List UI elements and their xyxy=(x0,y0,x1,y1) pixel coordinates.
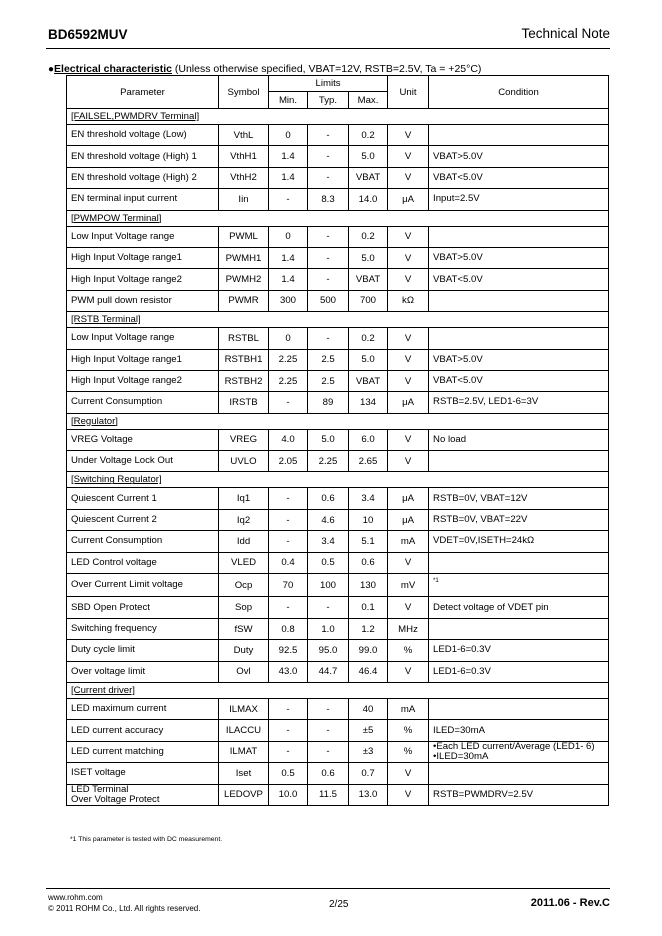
cell-symbol: LEDOVP xyxy=(219,784,269,805)
table-row xyxy=(67,269,609,290)
cell-max: 1.2 xyxy=(349,618,388,639)
cell-max: 0.2 xyxy=(349,328,388,349)
cell-min: - xyxy=(269,698,308,719)
cell-min: 4.0 xyxy=(269,429,308,450)
cell-max: 134 xyxy=(349,392,388,413)
cell-min: - xyxy=(269,741,308,762)
cell-symbol: IRSTB xyxy=(219,392,269,413)
cell-symbol: PWML xyxy=(219,226,269,247)
cell-symbol: VthL xyxy=(219,125,269,146)
cell-symbol: PWMH2 xyxy=(219,269,269,290)
cell-param: Duty cycle limit xyxy=(67,640,219,661)
table-row xyxy=(67,784,609,805)
cell-symbol: Iin xyxy=(219,189,269,210)
cell-unit: mV xyxy=(388,574,429,597)
cell-param: VREG Voltage xyxy=(67,429,219,450)
cell-max: VBAT xyxy=(349,370,388,391)
cell-min: 2.25 xyxy=(269,349,308,370)
table-row xyxy=(67,597,609,618)
cell-condition: RSTB=PWMDRV=2.5V xyxy=(429,784,609,805)
cell-condition: VBAT>5.0V xyxy=(429,146,609,167)
cell-param: SBD Open Protect xyxy=(67,597,219,618)
header-typ: Typ. xyxy=(308,92,349,109)
section-heading: [RSTB Terminal] xyxy=(67,312,609,328)
cell-symbol: RSTBH1 xyxy=(219,349,269,370)
cell-max: 0.2 xyxy=(349,226,388,247)
cell-max: 40 xyxy=(349,698,388,719)
footnote: *1 This parameter is tested with DC measurement. xyxy=(70,836,223,843)
cell-param: High Input Voltage range2 xyxy=(67,370,219,391)
section-row xyxy=(67,109,609,125)
cell-param: Switching frequency xyxy=(67,618,219,639)
cell-typ: 8.3 xyxy=(308,189,349,210)
cell-min: 70 xyxy=(269,574,308,597)
cell-symbol: Iq1 xyxy=(219,488,269,509)
cell-param: Low Input Voltage range xyxy=(67,328,219,349)
section-heading: [Current driver] xyxy=(67,682,609,698)
cell-condition: RSTB=2.5V, LED1-6=3V xyxy=(429,392,609,413)
table-row xyxy=(67,392,609,413)
electrical-characteristics-table xyxy=(66,75,609,806)
cell-unit: V xyxy=(388,269,429,290)
cell-typ: 2.5 xyxy=(308,370,349,391)
table-row xyxy=(67,640,609,661)
cell-min: - xyxy=(269,509,308,530)
cell-min: 0.5 xyxy=(269,763,308,784)
cell-min: 2.05 xyxy=(269,451,308,472)
cell-condition xyxy=(429,451,609,472)
cell-max: 0.2 xyxy=(349,125,388,146)
cell-unit: % xyxy=(388,720,429,741)
header-unit: Unit xyxy=(388,76,429,109)
cell-unit: V xyxy=(388,370,429,391)
cell-typ: - xyxy=(308,125,349,146)
table-row xyxy=(67,451,609,472)
cell-param: High Input Voltage range2 xyxy=(67,269,219,290)
header-symbol: Symbol xyxy=(219,76,269,109)
header-limits: Limits xyxy=(269,76,388,92)
cell-max: 14.0 xyxy=(349,189,388,210)
cell-max: 0.6 xyxy=(349,552,388,573)
cell-unit: mA xyxy=(388,698,429,719)
cell-condition: ILED=30mA xyxy=(429,720,609,741)
cell-max: 0.1 xyxy=(349,597,388,618)
table-row xyxy=(67,618,609,639)
cell-param: Current Consumption xyxy=(67,392,219,413)
cell-param: LED current matching xyxy=(67,741,219,762)
header-divider xyxy=(46,48,610,49)
cell-min: 10.0 xyxy=(269,784,308,805)
cell-typ: 44.7 xyxy=(308,661,349,682)
cell-symbol: Iset xyxy=(219,763,269,784)
cell-typ: 100 xyxy=(308,574,349,597)
cell-unit: V xyxy=(388,125,429,146)
section-label: Electrical characteristic xyxy=(54,63,172,75)
cell-unit: V xyxy=(388,661,429,682)
cell-unit: V xyxy=(388,247,429,268)
cell-condition: No load xyxy=(429,429,609,450)
cell-unit: V xyxy=(388,429,429,450)
cell-max: 10 xyxy=(349,509,388,530)
table-row xyxy=(67,226,609,247)
cell-param: EN threshold voltage (High) 2 xyxy=(67,167,219,188)
cell-min: 1.4 xyxy=(269,146,308,167)
cell-unit: V xyxy=(388,146,429,167)
cell-condition: VBAT<5.0V xyxy=(429,269,609,290)
table-row xyxy=(67,189,609,210)
header-min: Min. xyxy=(269,92,308,109)
table-row xyxy=(67,125,609,146)
cell-symbol: VthH2 xyxy=(219,167,269,188)
cell-condition: •Each LED current/Average (LED1- 6) •ILED=30mA xyxy=(429,741,609,762)
cell-unit: V xyxy=(388,167,429,188)
cell-condition xyxy=(429,618,609,639)
footer-divider xyxy=(46,888,610,889)
section-heading: [FAILSEL,PWMDRV Terminal] xyxy=(67,109,609,125)
cell-unit: kΩ xyxy=(388,290,429,311)
section-heading: [Regulator] xyxy=(67,413,609,429)
cell-param: Low Input Voltage range xyxy=(67,226,219,247)
cell-param: Quiescent Current 2 xyxy=(67,509,219,530)
cell-max: 130 xyxy=(349,574,388,597)
header-parameter: Parameter xyxy=(67,76,219,109)
cell-symbol: fSW xyxy=(219,618,269,639)
cell-unit: % xyxy=(388,741,429,762)
table-row xyxy=(67,146,609,167)
cell-min: 43.0 xyxy=(269,661,308,682)
cell-max: 5.1 xyxy=(349,531,388,552)
cell-unit: μA xyxy=(388,488,429,509)
cell-condition xyxy=(429,328,609,349)
cell-unit: V xyxy=(388,763,429,784)
table-row xyxy=(67,247,609,268)
cell-param: EN terminal input current xyxy=(67,189,219,210)
cell-min: 0.4 xyxy=(269,552,308,573)
cell-condition: *1 xyxy=(429,574,609,597)
cell-min: 0 xyxy=(269,328,308,349)
table-row xyxy=(67,167,609,188)
cell-symbol: VthH1 xyxy=(219,146,269,167)
cell-max: 6.0 xyxy=(349,429,388,450)
cell-symbol: Idd xyxy=(219,531,269,552)
cell-param: LED current accuracy xyxy=(67,720,219,741)
cell-unit: V xyxy=(388,328,429,349)
cell-param: ISET voltage xyxy=(67,763,219,784)
section-heading: [PWMPOW Terminal] xyxy=(67,210,609,226)
cell-typ: 2.5 xyxy=(308,349,349,370)
cell-min: 1.4 xyxy=(269,247,308,268)
table-header-row xyxy=(67,76,609,92)
cell-max: ±3 xyxy=(349,741,388,762)
table-row xyxy=(67,349,609,370)
revision: 2011.06 - Rev.C xyxy=(530,897,610,909)
cell-unit: V xyxy=(388,451,429,472)
cell-unit: μA xyxy=(388,392,429,413)
cell-param: Under Voltage Lock Out xyxy=(67,451,219,472)
cell-unit: V xyxy=(388,226,429,247)
cell-condition: Detect voltage of VDET pin xyxy=(429,597,609,618)
section-row xyxy=(67,682,609,698)
table-row xyxy=(67,552,609,573)
cell-typ: 0.6 xyxy=(308,488,349,509)
cell-max: 3.4 xyxy=(349,488,388,509)
cell-condition xyxy=(429,552,609,573)
footer-url: www.rohm.com xyxy=(48,893,103,902)
cell-symbol: Ovl xyxy=(219,661,269,682)
cell-param: LED Terminal Over Voltage Protect xyxy=(67,784,219,805)
cell-param: EN threshold voltage (Low) xyxy=(67,125,219,146)
bullet-icon: ● xyxy=(48,64,55,75)
cell-param: High Input Voltage range1 xyxy=(67,349,219,370)
cell-typ: - xyxy=(308,597,349,618)
cell-max: 2.65 xyxy=(349,451,388,472)
cell-param: Current Consumption xyxy=(67,531,219,552)
cell-condition: LED1-6=0.3V xyxy=(429,661,609,682)
table-row xyxy=(67,741,609,762)
section-row xyxy=(67,312,609,328)
cell-condition: RSTB=0V, VBAT=22V xyxy=(429,509,609,530)
cell-param: High Input Voltage range1 xyxy=(67,247,219,268)
cell-min: - xyxy=(269,488,308,509)
cell-symbol: ILMAT xyxy=(219,741,269,762)
cell-param: LED Control voltage xyxy=(67,552,219,573)
cell-max: VBAT xyxy=(349,269,388,290)
cell-typ: 95.0 xyxy=(308,640,349,661)
cell-min: - xyxy=(269,597,308,618)
table-row xyxy=(67,661,609,682)
cell-min: 300 xyxy=(269,290,308,311)
cell-typ: - xyxy=(308,328,349,349)
cell-max: 0.7 xyxy=(349,763,388,784)
document-type: Technical Note xyxy=(521,26,610,41)
cell-max: 99.0 xyxy=(349,640,388,661)
cell-unit: MHz xyxy=(388,618,429,639)
cell-condition: VDET=0V,ISETH=24kΩ xyxy=(429,531,609,552)
table-row xyxy=(67,763,609,784)
cell-min: - xyxy=(269,189,308,210)
cell-condition xyxy=(429,698,609,719)
cell-symbol: Duty xyxy=(219,640,269,661)
cell-min: 0.8 xyxy=(269,618,308,639)
table-row xyxy=(67,328,609,349)
cell-symbol: PWMH1 xyxy=(219,247,269,268)
header-condition: Condition xyxy=(429,76,609,109)
table-row xyxy=(67,370,609,391)
cell-unit: V xyxy=(388,552,429,573)
cell-symbol: RSTBL xyxy=(219,328,269,349)
cell-condition: RSTB=0V, VBAT=12V xyxy=(429,488,609,509)
cell-param: LED maximum current xyxy=(67,698,219,719)
cell-typ: - xyxy=(308,741,349,762)
cell-symbol: VLED xyxy=(219,552,269,573)
table-row xyxy=(67,488,609,509)
footer-copyright: © 2011 ROHM Co., Ltd. All rights reserved. xyxy=(48,904,201,913)
cell-typ: 2.25 xyxy=(308,451,349,472)
cell-typ: 0.5 xyxy=(308,552,349,573)
cell-condition xyxy=(429,125,609,146)
cell-typ: 500 xyxy=(308,290,349,311)
cell-typ: 0.6 xyxy=(308,763,349,784)
table-row xyxy=(67,698,609,719)
cell-condition xyxy=(429,226,609,247)
page-number: 2/25 xyxy=(329,899,349,910)
section-conditions: (Unless otherwise specified, VBAT=12V, RSTB=2.5V, Ta = +25°C) xyxy=(171,63,482,75)
cell-unit: μA xyxy=(388,509,429,530)
cell-param: Quiescent Current 1 xyxy=(67,488,219,509)
cell-min: 1.4 xyxy=(269,167,308,188)
table-row xyxy=(67,531,609,552)
cell-unit: V xyxy=(388,784,429,805)
section-title xyxy=(48,63,481,75)
cell-condition: VBAT>5.0V xyxy=(429,349,609,370)
cell-max: 5.0 xyxy=(349,146,388,167)
cell-max: 5.0 xyxy=(349,349,388,370)
cell-typ: 4.6 xyxy=(308,509,349,530)
cell-min: - xyxy=(269,720,308,741)
cell-typ: - xyxy=(308,226,349,247)
cell-max: 5.0 xyxy=(349,247,388,268)
cell-typ: - xyxy=(308,146,349,167)
cell-condition: LED1-6=0.3V xyxy=(429,640,609,661)
cell-max: 46.4 xyxy=(349,661,388,682)
cell-symbol: UVLO xyxy=(219,451,269,472)
section-row xyxy=(67,413,609,429)
cell-symbol: RSTBH2 xyxy=(219,370,269,391)
cell-param: Over voltage limit xyxy=(67,661,219,682)
cell-param: EN threshold voltage (High) 1 xyxy=(67,146,219,167)
table-row xyxy=(67,509,609,530)
cell-condition: Input=2.5V xyxy=(429,189,609,210)
cell-max: ±5 xyxy=(349,720,388,741)
cell-unit: μA xyxy=(388,189,429,210)
table-row xyxy=(67,720,609,741)
cell-typ: 11.5 xyxy=(308,784,349,805)
cell-min: 0 xyxy=(269,125,308,146)
cell-typ: 89 xyxy=(308,392,349,413)
section-row xyxy=(67,210,609,226)
cell-min: 92.5 xyxy=(269,640,308,661)
cell-typ: 1.0 xyxy=(308,618,349,639)
cell-typ: - xyxy=(308,167,349,188)
cell-max: 700 xyxy=(349,290,388,311)
cell-typ: - xyxy=(308,269,349,290)
cell-min: - xyxy=(269,531,308,552)
header-max: Max. xyxy=(349,92,388,109)
section-heading: [Switching Regulator] xyxy=(67,472,609,488)
cell-symbol: Ocp xyxy=(219,574,269,597)
table-body xyxy=(67,109,609,806)
cell-param: Over Current Limit voltage xyxy=(67,574,219,597)
cell-unit: % xyxy=(388,640,429,661)
cell-symbol: VREG xyxy=(219,429,269,450)
cell-symbol: ILMAX xyxy=(219,698,269,719)
cell-max: VBAT xyxy=(349,167,388,188)
cell-min: 1.4 xyxy=(269,269,308,290)
table-row xyxy=(67,290,609,311)
cell-max: 13.0 xyxy=(349,784,388,805)
part-number: BD6592MUV xyxy=(48,27,128,42)
table-row xyxy=(67,574,609,597)
cell-typ: - xyxy=(308,698,349,719)
cell-typ: - xyxy=(308,247,349,268)
cell-typ: 3.4 xyxy=(308,531,349,552)
cell-symbol: Sop xyxy=(219,597,269,618)
cell-condition: VBAT>5.0V xyxy=(429,247,609,268)
cell-unit: mA xyxy=(388,531,429,552)
cell-condition: VBAT<5.0V xyxy=(429,370,609,391)
cell-unit: V xyxy=(388,597,429,618)
cell-typ: 5.0 xyxy=(308,429,349,450)
cell-min: 0 xyxy=(269,226,308,247)
section-row xyxy=(67,472,609,488)
cell-symbol: Iq2 xyxy=(219,509,269,530)
cell-param: PWM pull down resistor xyxy=(67,290,219,311)
cell-unit: V xyxy=(388,349,429,370)
cell-symbol: ILACCU xyxy=(219,720,269,741)
cell-typ: - xyxy=(308,720,349,741)
table-row xyxy=(67,429,609,450)
cell-condition: VBAT<5.0V xyxy=(429,167,609,188)
cell-min: 2.25 xyxy=(269,370,308,391)
cell-min: - xyxy=(269,392,308,413)
cell-condition xyxy=(429,290,609,311)
cell-symbol: PWMR xyxy=(219,290,269,311)
cell-condition xyxy=(429,763,609,784)
